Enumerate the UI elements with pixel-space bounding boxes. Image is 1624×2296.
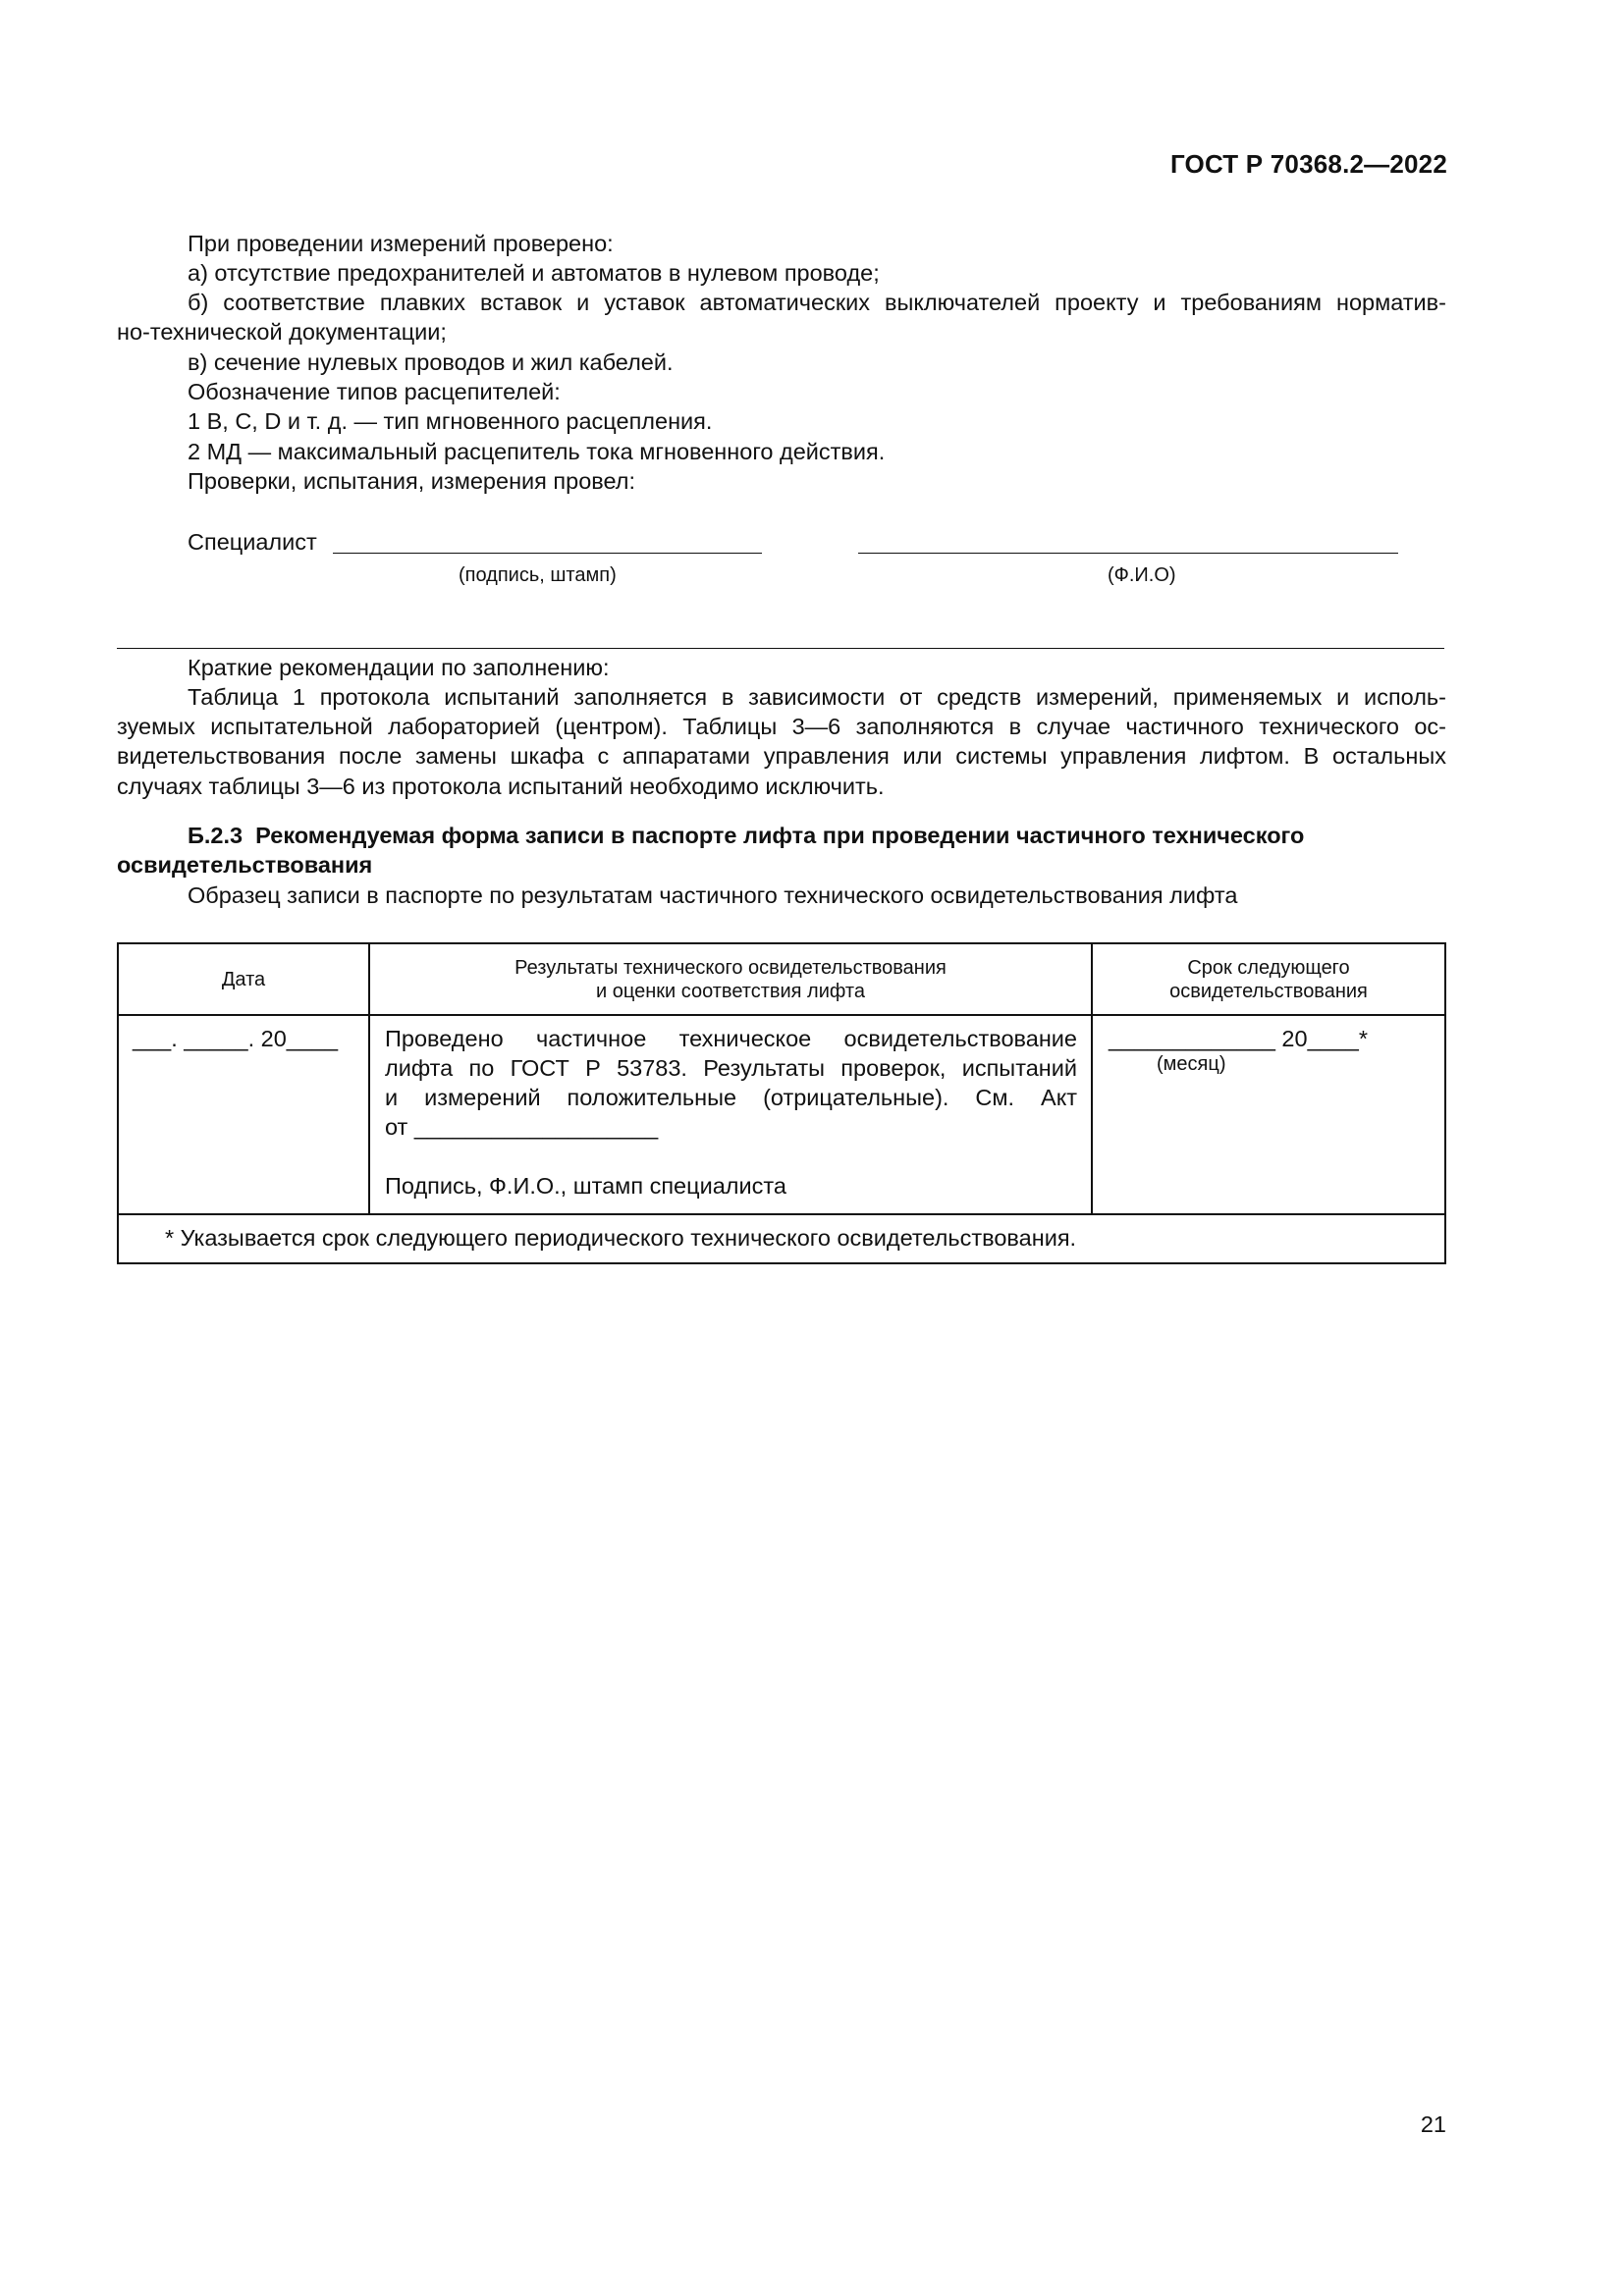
table-footnote: * Указывается срок следующего периодического технического освидетельствования. <box>118 1214 1445 1263</box>
document-code-header: ГОСТ Р 70368.2—2022 <box>1169 149 1447 179</box>
recommendations-line2: зуемых испытательной лабораторией (центром). Таблицы 3—6 заполняются в случае частичного технического ос- <box>117 714 1446 739</box>
header-date: Дата <box>118 943 369 1015</box>
result-signature: Подпись, Ф.И.О., штамп специалиста <box>385 1173 786 1199</box>
release-type-2: 2 МД — максимальный расцепитель тока мгновенного действия. <box>188 439 886 464</box>
check-item-a: а) отсутствие предохранителей и автоматов в нулевом проводе; <box>188 260 880 286</box>
header-next-line2: освидетельствования <box>1169 980 1368 1002</box>
table-row <box>118 1015 1445 1214</box>
page-number: 21 <box>1420 2111 1446 2137</box>
header-results-line2: и оценки соответствия лифта <box>596 980 865 1002</box>
header-next-line1: Срок следующего <box>1187 956 1350 979</box>
specialist-label: Специалист <box>188 529 317 555</box>
check-item-b-line2: но-технической документации; <box>117 319 447 345</box>
section-title: Рекомендуемая форма записи в паспорте лифта при проведении частичного технического <box>255 823 1305 848</box>
result-line1: Проведено частичное техническое освидетельствование <box>385 1026 1077 1051</box>
name-caption: (Ф.И.О) <box>1108 564 1176 586</box>
next-caption: (месяц) <box>1157 1053 1226 1075</box>
header-results-line1: Результаты технического освидетельствования <box>514 956 947 979</box>
signature-caption: (подпись, штамп) <box>459 564 617 586</box>
date-cell: ___. _____. 20____ <box>118 1015 369 1214</box>
release-types-title: Обозначение типов расцепителей: <box>188 379 561 404</box>
result-line2: лифта по ГОСТ Р 53783. Результаты проверок, испытаний <box>385 1055 1077 1081</box>
section-number: Б.2.3 <box>188 823 244 848</box>
recommendations-line4: случаях таблицы 3—6 из протокола испытаний необходимо исключить. <box>117 774 885 799</box>
header-next <box>1092 943 1445 1015</box>
name-line <box>858 553 1398 554</box>
results-cell <box>369 1015 1092 1214</box>
signature-line <box>333 553 762 554</box>
next-cell <box>1092 1015 1445 1214</box>
section-subtitle: Образец записи в паспорте по результатам частичного технического освидетельствования лифта <box>188 882 1238 908</box>
release-type-1: 1 B, C, D и т. д. — тип мгновенного расцепления. <box>188 408 713 434</box>
recommendations-title: Краткие рекомендации по заполнению: <box>188 655 610 680</box>
result-line4: от ___________________ <box>385 1114 659 1140</box>
next-value: _____________ 20____* <box>1109 1026 1368 1051</box>
recommendations-line3: видетельствования после замены шкафа с аппаратами управления или системы управления лифтом. В остальных <box>117 743 1446 769</box>
result-line3: и измерений положительные (отрицательные). См. Акт <box>385 1085 1077 1110</box>
section-heading-line2: освидетельствования <box>117 852 373 878</box>
recommendations-line1: Таблица 1 протокола испытаний заполняется в зависимости от средств измерений, применяемых и исполь- <box>188 684 1446 710</box>
measurements-intro: При проведении измерений проверено: <box>188 231 614 256</box>
passport-record-table <box>117 942 1446 1264</box>
check-item-c: в) сечение нулевых проводов и жил кабелей. <box>188 349 674 375</box>
header-results <box>369 943 1092 1015</box>
check-item-b-line1: б) соответствие плавких вставок и уставок автоматических выключателей проекту и требованиям норматив- <box>188 290 1446 315</box>
section-heading-line1 <box>188 821 1304 850</box>
table-footnote-row <box>118 1214 1445 1263</box>
checked-by-label: Проверки, испытания, измерения провел: <box>188 468 636 494</box>
table-header-row <box>118 943 1445 1015</box>
separator-line <box>117 648 1444 649</box>
